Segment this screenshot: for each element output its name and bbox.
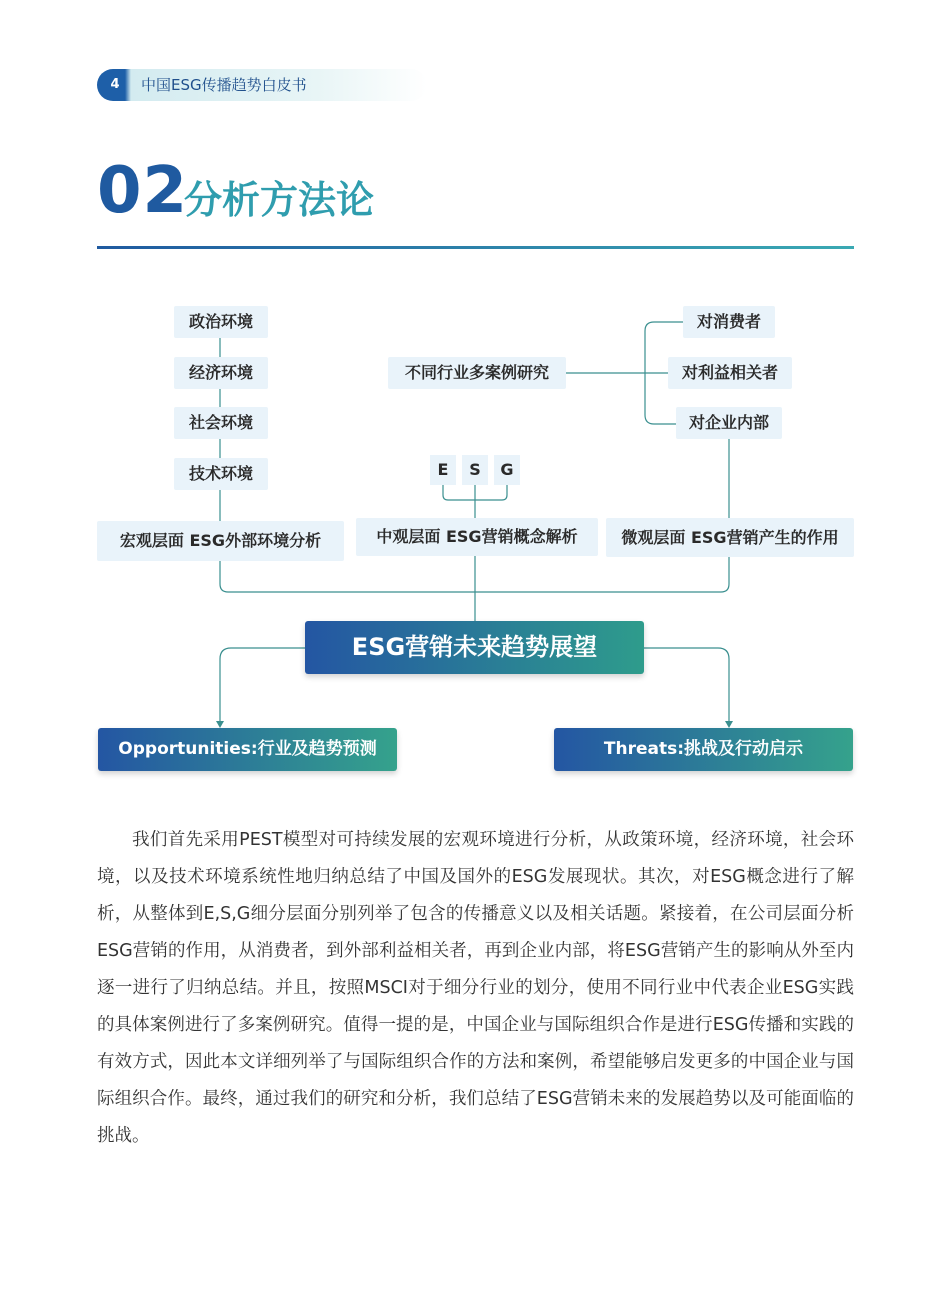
case-study-box: 不同行业多案例研究 [388, 357, 566, 389]
chapter-number: 02 [97, 154, 189, 228]
threats-box: Threats:挑战及行动启示 [554, 728, 853, 771]
stakeholder-partners: 对利益相关者 [668, 357, 792, 389]
document-title: 中国ESG传播趋势白皮书 [141, 76, 307, 94]
chapter-title: 分析方法论 [184, 178, 375, 222]
micro-level-box: 微观层面 ESG营销产生的作用 [606, 518, 854, 557]
esg-letter-s: S [462, 455, 488, 485]
center-outlook-box: ESG营销未来趋势展望 [305, 621, 644, 674]
pest-social: 社会环境 [174, 407, 268, 439]
body-paragraph: 我们首先采用PEST模型对可持续发展的宏观环境进行分析，从政策环境，经济环境，社会环境，以及技术环境系统性地归纳总结了中国及国外的ESG发展现状。其次，对ESG概念进行了解析，从整体到E,S,G细分层面分别列举了包含的传播意义以及相关话题。紧接着，在公司层面分析ESG营销的作用，从消费者，到外部利益相关者，再到企业内部，将ESG营销产生的影响从外至内逐一进行了归纳总结。并且，按照MSCI对于细分行业的划分，使用不同行业中代表企业ESG实践的具体案例进行了多案例研究。值得一提的是，中国企业与国际组织合作是进行ESG传播和实践的有效方式，因此本文详细列举了与国际组织合作的方法和案例，希望能够启发更多的中国企业与国际组织合作。最终，通过我们的研究和分析，我们总结了ESG营销未来的发展趋势以及可能面临的挑战。 [97, 830, 854, 1146]
esg-letter-e: E [430, 455, 456, 485]
pest-political: 政治环境 [174, 306, 268, 338]
stakeholder-internal: 对企业内部 [676, 407, 782, 439]
opportunities-box: Opportunities:行业及趋势预测 [98, 728, 397, 771]
stakeholder-consumers: 对消费者 [683, 306, 775, 338]
esg-letter-g: G [494, 455, 520, 485]
pest-technological: 技术环境 [174, 458, 268, 490]
pest-economic: 经济环境 [174, 357, 268, 389]
macro-level-box: 宏观层面 ESG外部环境分析 [97, 521, 344, 561]
page-number: 4 [110, 77, 120, 92]
meso-level-box: 中观层面 ESG营销概念解析 [356, 518, 598, 556]
